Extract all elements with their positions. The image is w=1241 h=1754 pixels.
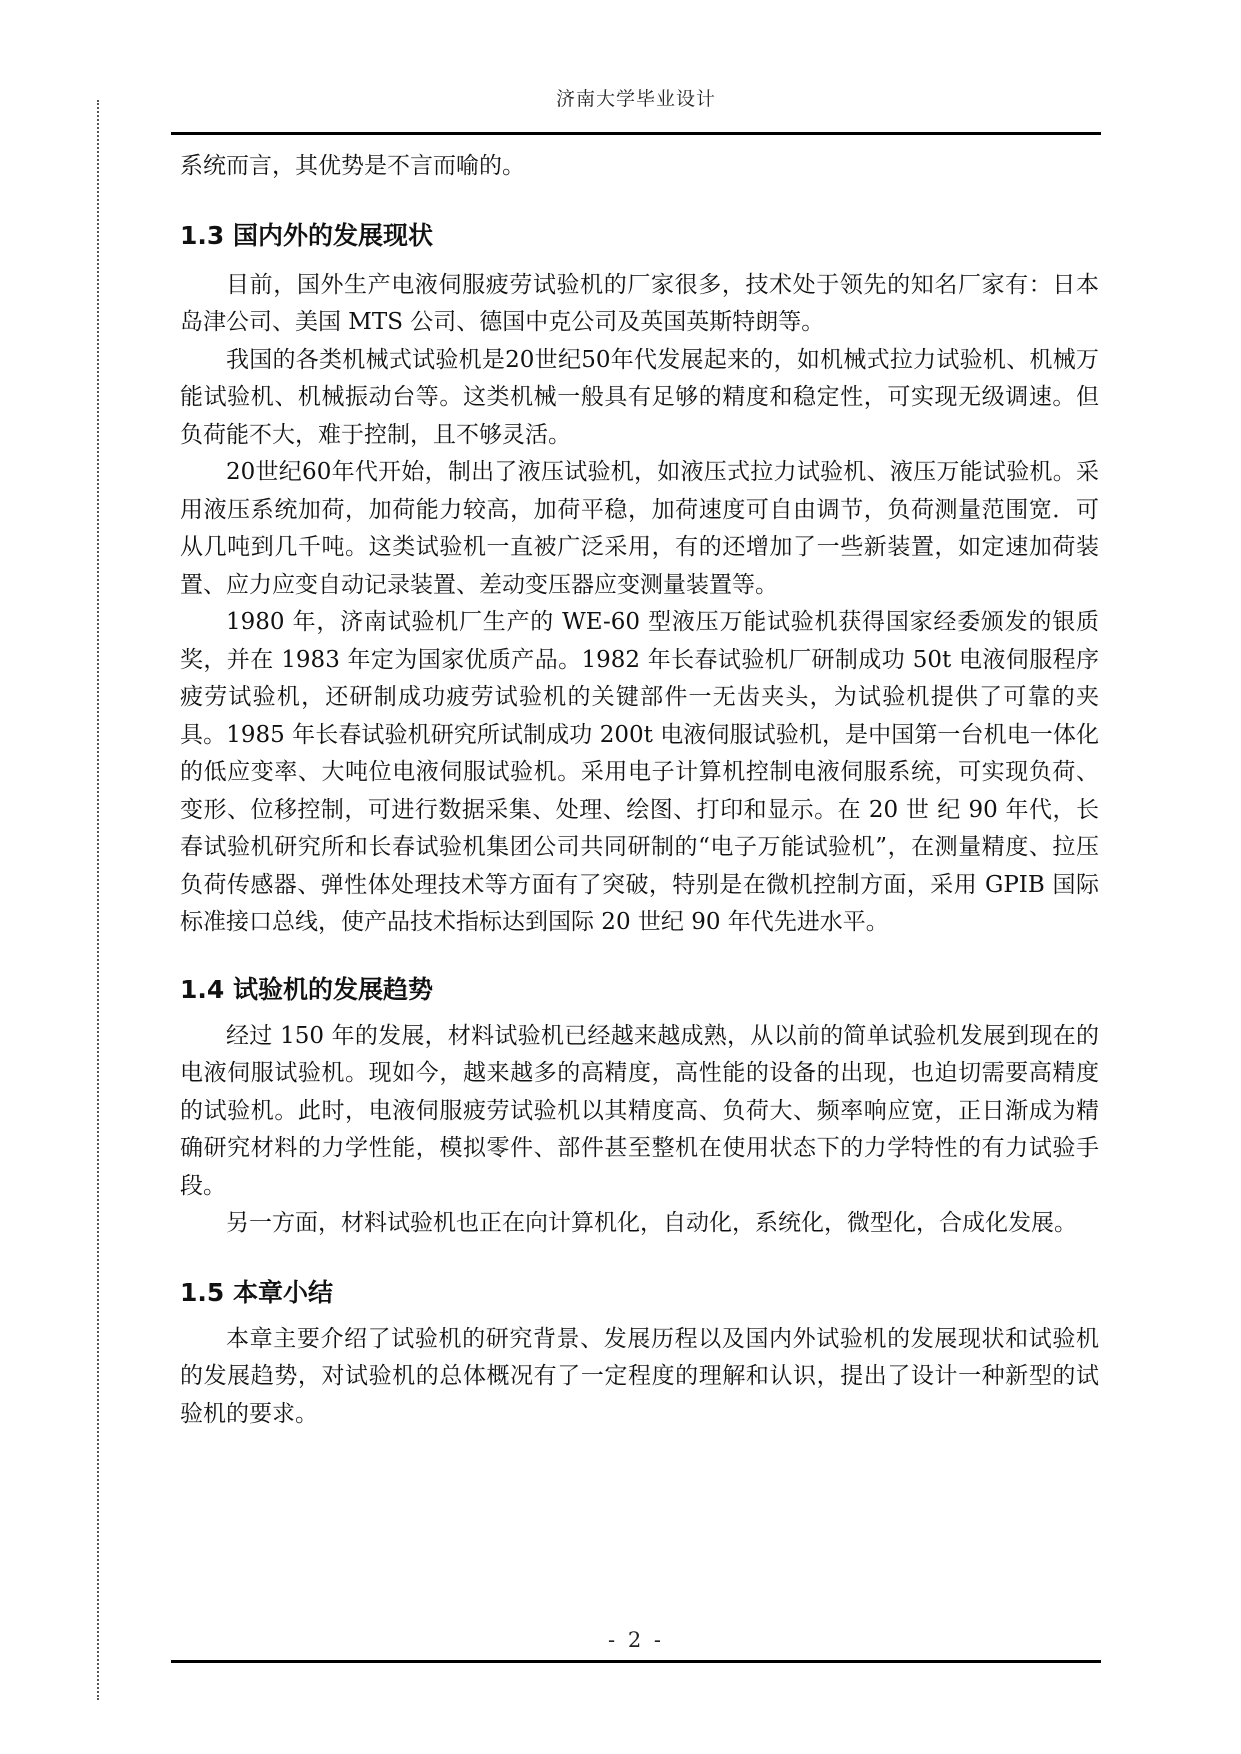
page-body [180,148,1099,1433]
paragraph: 另一方面，材料试验机也正在向计算机化，自动化，系统化，微型化，合成化发展。 [226,1210,1077,1236]
binding-margin-line [97,100,99,1700]
page-header-title: 济南大学毕业设计 [555,88,716,110]
paragraph: 经过 150 年的发展，材料试验机已经越来越成熟，从以前的简单试验机发展到现在的电液伺服试验机。现如今，越来越多的高精度，高性能的设备的出现，也迫切需要高精度的试验机。此时，电液伺服疲劳试验机以其精度高、负荷大、频率响应宽，正日渐成为精确研究材料的力学性能，模拟零件、部件甚至整机在使用状态下的力学特性的有力试验手段。 [180,1022,1099,1199]
paragraph: 1980 年，济南试验机厂生产的 WE-60 型液压万能试验机获得国家经委颁发的银质奖，并在 1983 年定为国家优质产品。1982 年长春试验机厂研制成功 50t 电液伺服程序疲劳试验机，还研制成功疲劳试验机的关键部件一无齿夹头，为试验机提供了可靠的夹具。1985 年长春试验机研究所试制成功 200t 电液伺服试验机，是中国第一台机电一体化的低应变率、大吨位电液伺服试验机。采用电子计算机控制电液伺服系统，可实现负荷、变形、位移控制，可进行数据采集、处理、绘图、打印和显示。在 20 世 纪 90 年代，长春试验机研究所和长春试验机集团公司共同研制的“电子万能试验机”，在测量精度、拉压负荷传感器、弹性体处理技术等方面有了突破，特别是在微机控制方面，采用 GPIB 国际标准接口总线，使产品技术指标达到国际 20 世纪 90 年代先进水平。 [180,609,1099,935]
header-rule [171,132,1101,135]
paragraph: 目前，国外生产电液伺服疲劳试验机的厂家很多，技术处于领先的知名厂家有：日本岛津公司、美国 MTS 公司、德国中克公司及英国英斯特朗等。 [180,271,1099,335]
paragraph: 本章主要介绍了试验机的研究背景、发展历程以及国内外试验机的发展现状和试验机的发展趋势，对试验机的总体概况有了一定程度的理解和认识，提出了设计一种新型的试验机的要求。 [180,1325,1099,1427]
page-number: - 2 - [608,1628,664,1652]
footer-rule [171,1660,1101,1663]
paragraph: 20世纪60年代开始，制出了液压试验机，如液压式拉力试验机、液压万能试验机。采用液压系统加荷，加荷能力较高，加荷平稳，加荷速度可自由调节，负荷测量范围宽．可从几吨到几千吨。这类试验机一直被广泛采用，有的还增加了一些新装置，如定速加荷装置、应力应变自动记录装置、差动变压器应变测量装置等。 [180,459,1099,598]
paragraph: 我国的各类机械式试验机是20世纪50年代发展起来的，如机械式拉力试验机、机械万能试验机、机械振动台等。这类机械一般具有足够的精度和稳定性，可实现无级调速。但负荷能不大，难于控制，且不够灵活。 [180,346,1099,448]
continued-paragraph: 系统而言，其优势是不言而喻的。 [180,153,525,179]
section-heading-1-5: 1.5 本章小结 [180,1277,333,1307]
section-heading-1-3: 1.3 国内外的发展现状 [180,220,433,250]
section-heading-1-4: 1.4 试验机的发展趋势 [180,974,433,1004]
